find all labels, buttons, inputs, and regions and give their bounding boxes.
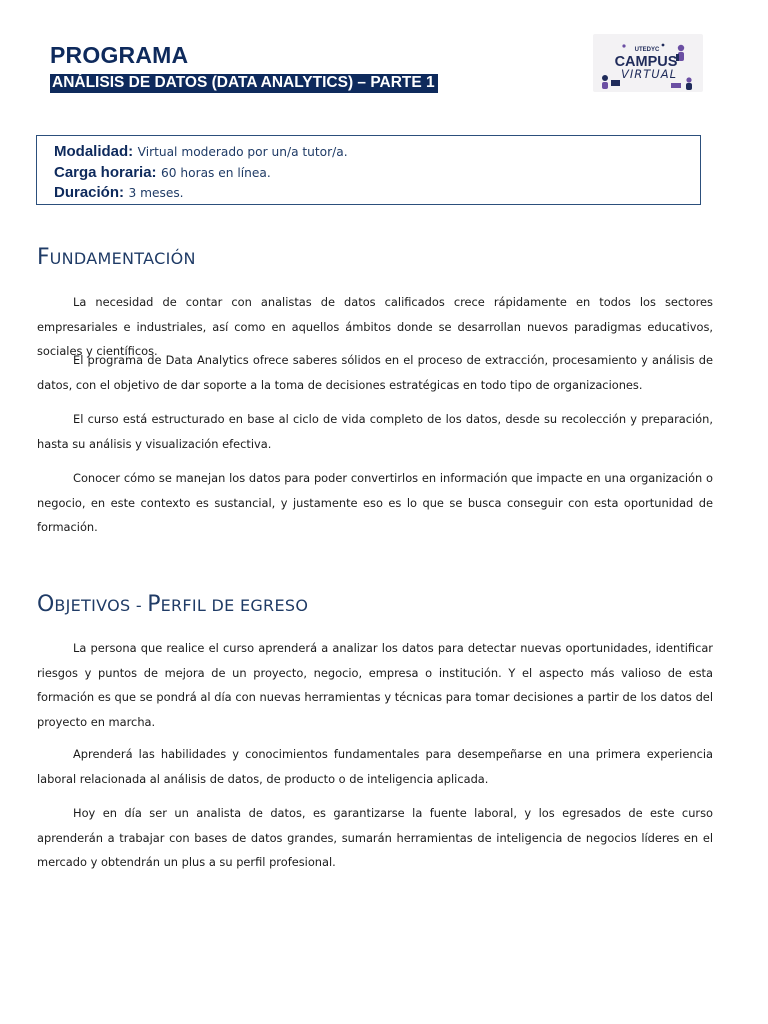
section-rest: UNDAMENTACIÓN	[49, 249, 196, 268]
info-duracion-value: 3 meses.	[128, 186, 184, 200]
info-modalidad-label: Modalidad:	[54, 143, 134, 160]
section-title-fundamentacion	[37, 245, 196, 270]
figure-head-icon	[678, 45, 684, 51]
course-info-box	[36, 135, 701, 205]
section-cap: P	[147, 592, 161, 617]
logo-utedyc: UTEDYC	[634, 47, 660, 53]
paragraph: Conocer cómo se manejan los datos para poder convertirlos en información que impacte en una organización o negocio, en este contexto es sustancial, y justamente eso es lo que se busca conseguir con esta oportunidad de formación.	[37, 471, 713, 534]
info-carga-label: Carga horaria:	[54, 163, 157, 181]
info-duracion	[54, 183, 700, 204]
section-rest: ERFIL DE EGRESO	[160, 596, 309, 615]
info-carga	[54, 163, 700, 184]
info-duracion-label: Duración:	[54, 184, 125, 201]
paragraph: El programa de Data Analytics ofrece saberes sólidos en el proceso de extracción, procesamiento y análisis de datos, con el objetivo de dar soporte a la toma de decisiones estratégicas en todo tipo de organizaciones.	[37, 353, 713, 392]
info-modalidad	[54, 142, 700, 163]
section-title-objetivos	[37, 592, 308, 617]
paragraph: Aprenderá las habilidades y conocimientos fundamentales para desempeñarse en una primera experiencia laboral relacionada al análisis de datos, de producto o de inteligencia aplicada.	[37, 747, 713, 786]
paragraph: Hoy en día ser un analista de datos, es garantizarse la fuente laboral, y los egresados de este curso aprenderán a trabajar con bases de datos grandes, sumarán herramientas de inteligencia de negocios líderes en el mercado y obtendrán un plus a su perfil profesional.	[37, 806, 713, 869]
info-modalidad-value: Virtual moderado por un/a tutor/a.	[137, 145, 348, 159]
info-carga-value: 60 horas en línea.	[161, 165, 271, 180]
section-cap: O	[37, 592, 55, 617]
campus-virtual-logo	[593, 34, 703, 92]
paragraph: La necesidad de contar con analistas de datos calificados crece rápidamente en todos los sectores empresariales e industriales, así como en aquellos ámbitos donde se desarrollan nuevos paradigmas educativos, sociales y científicos.	[37, 295, 713, 358]
paragraph: El curso está estructurado en base al ciclo de vida completo de los datos, desde su recolección y preparación, hasta su análisis y visualización efectiva.	[37, 412, 713, 451]
paragraph: La persona que realice el curso aprenderá a analizar los datos para detectar nuevas oportunidades, identificar riesgos y puntos de mejora de un proyecto, negocio, empresa o institución. Y el aspecto más valioso de esta formación es que se pondrá al día con nuevas herramientas y técnicas para tomar decisiones a partir de los datos del proyecto en marcha.	[37, 641, 713, 729]
logo-campus: CAMPUS	[614, 54, 678, 70]
logo-virtual: VIRTUAL	[621, 67, 677, 81]
program-subtitle: ANÁLISIS DE DATOS (DATA ANALYTICS) – PARTE 1	[50, 74, 438, 93]
program-title: PROGRAMA	[50, 42, 189, 68]
section-cap: F	[37, 245, 50, 270]
section-rest: BJETIVOS -	[54, 596, 148, 615]
